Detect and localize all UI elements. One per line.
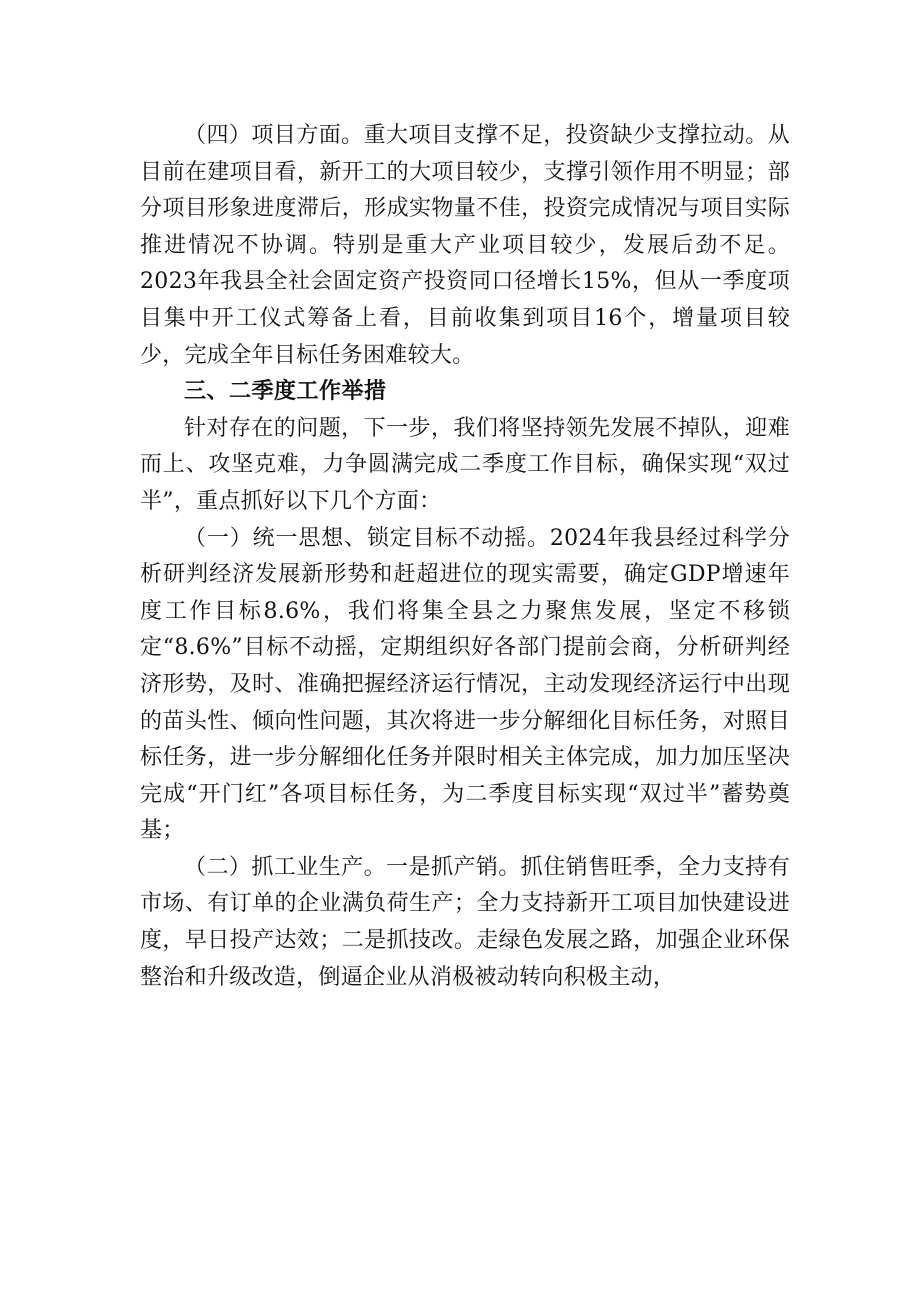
paragraph-industrial-production: （二）抓工业生产。一是抓产销。抓住销售旺季，全力支持有市场、有订单的企业满负荷生产；全力支持新开工项目加快建设进度，早日投产达效；二是抓技改。走绿色发展之路，加强企业环保整治和升级改造，倒逼企业从消极被动转向积极主动， [140, 854, 790, 990]
document-body [140, 118, 790, 996]
section-heading-q2-measures: 三、二季度工作举措 [184, 379, 387, 405]
paragraph-unify-thinking: （一）统一思想、锁定目标不动摇。2024年我县经过科学分析研判经济发展新形势和赶超进位的现实需要，确定GDP增速年度工作目标8.6%，我们将集全县之力聚焦发展，坚定不移锁定“8.6%”目标不动摇，定期组织好各部门提前会商，分析研判经济形势，及时、准确把握经济运行情况，主动发现经济运行中出现的苗头性、倾向性问题，其次将进一步分解细化目标任务，对照目标任务，进一步分解细化任务并限时相关主体完成，加力加压坚决完成“开门红”各项目标任务，为二季度目标实现“双过半”蓄势奠基； [140, 525, 790, 844]
paragraph-project-issues: （四）项目方面。重大项目支撑不足，投资缺少支撑拉动。从目前在建项目看，新开工的大项目较少，支撑引领作用不明显；部分项目形象进度滞后，形成实物量不佳，投资完成情况与项目实际推进情况不协调。特别是重大产业项目较少，发展后劲不足。2023年我县全社会固定资产投资同口径增长15%，但从一季度项目集中开工仪式筹备上看，目前收集到项目16个，增量项目较少，完成全年目标任务困难较大。 [140, 123, 790, 368]
paragraph-next-steps-intro: 针对存在的问题，下一步，我们将坚持领先发展不掉队，迎难而上、攻坚克难，力争圆满完成二季度工作目标，确保实现“双过半”，重点抓好以下几个方面： [140, 415, 790, 514]
